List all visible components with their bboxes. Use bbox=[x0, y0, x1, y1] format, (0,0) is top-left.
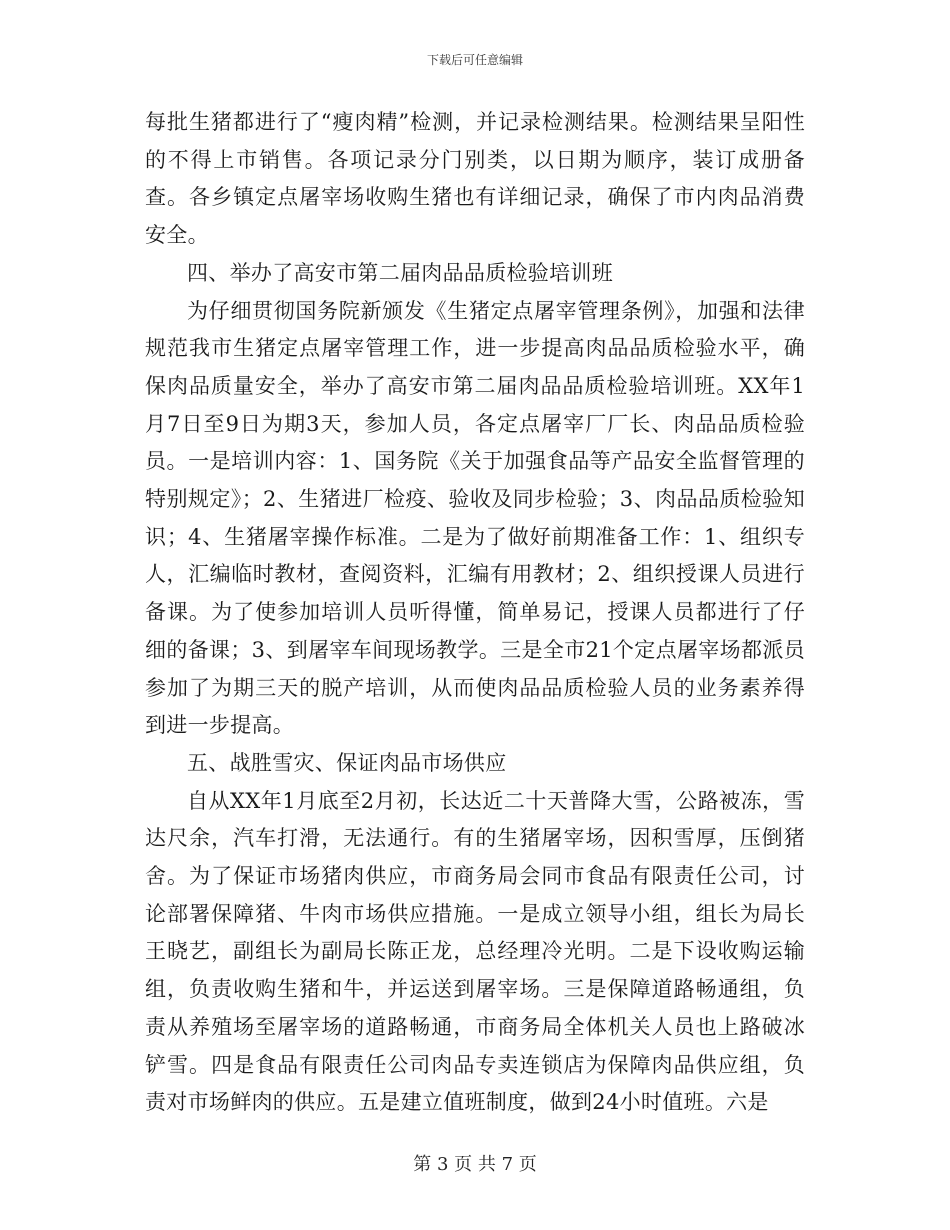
page-number-footer: 第 3 页 共 7 页 bbox=[413, 1154, 537, 1175]
paragraph-snow-disaster: 自从XX年1月底至2月初，长达近二十天普降大雪，公路被冻，雪达尺余，汽车打滑，无法通行。有的生猪屠宰场，因积雪厚，压倒猪舍。为了保证市场猪肉供应，市商务局会同市食品有限责任公司，讨论部署保障猪、牛肉市场供应措施。一是成立领导小组，组长为局长王晓艺，副组长为副局长陈正龙，总经理冷光明。二是下设收购运输组，负责收购生猪和牛，并运送到屠宰场。三是保障道路畅通组，负责从养殖场至屠宰场的道路畅通，市商务局全体机关人员也上路破冰铲雪。四是食品有限责任公司肉品专卖连锁店为保障肉品供应组，负责对市场鲜肉的供应。五是建立值班制度，做到24小时值班。六是 bbox=[145, 788, 805, 1115]
section-heading-four: 四、举办了高安市第二届肉品品质检验培训班 bbox=[187, 260, 613, 285]
paragraph-training: 为仔细贯彻国务院新颁发《生猪定点屠宰管理条例》，加强和法律规范我市生猪定点屠宰管理工作，进一步提高肉品品质检验水平，确保肉品质量安全，举办了高安市第二届肉品品质检验培训班。XX年1月7日至9日为期3天，参加人员，各定点屠宰厂厂长、肉品品质检验员。一是培训内容：1、国务院《关于加强食品等产品安全监督管理的特别规定》；2、生猪进厂检疫、验收及同步检验；3、肉品品质检验知识；4、生猪屠宰操作标准。二是为了做好前期准备工作：1、组织专人，汇编临时教材，查阅资料，汇编有用教材；2、组织授课人员进行备课。为了使参加培训人员听得懂，简单易记，授课人员都进行了仔细的备课；3、到屠宰车间现场教学。三是全市21个定点屠宰场都派员参加了为期三天的脱产培训，从而使肉品品质检验人员的业务素养得到进一步提高。 bbox=[145, 298, 805, 738]
section-heading-five: 五、战胜雪灾、保证肉品市场供应 bbox=[187, 750, 507, 775]
document-body bbox=[145, 104, 805, 1122]
paragraph-continuation: 每批生猪都进行了“瘦肉精”检测，并记录检测结果。检测结果呈阳性的不得上市销售。各项记录分门别类，以日期为顺序，装订成册备查。各乡镇定点屠宰场收购生猪也有详细记录，确保了市内肉品消费安全。 bbox=[145, 110, 805, 248]
page-header: 下载后可任意编辑 bbox=[426, 53, 523, 67]
